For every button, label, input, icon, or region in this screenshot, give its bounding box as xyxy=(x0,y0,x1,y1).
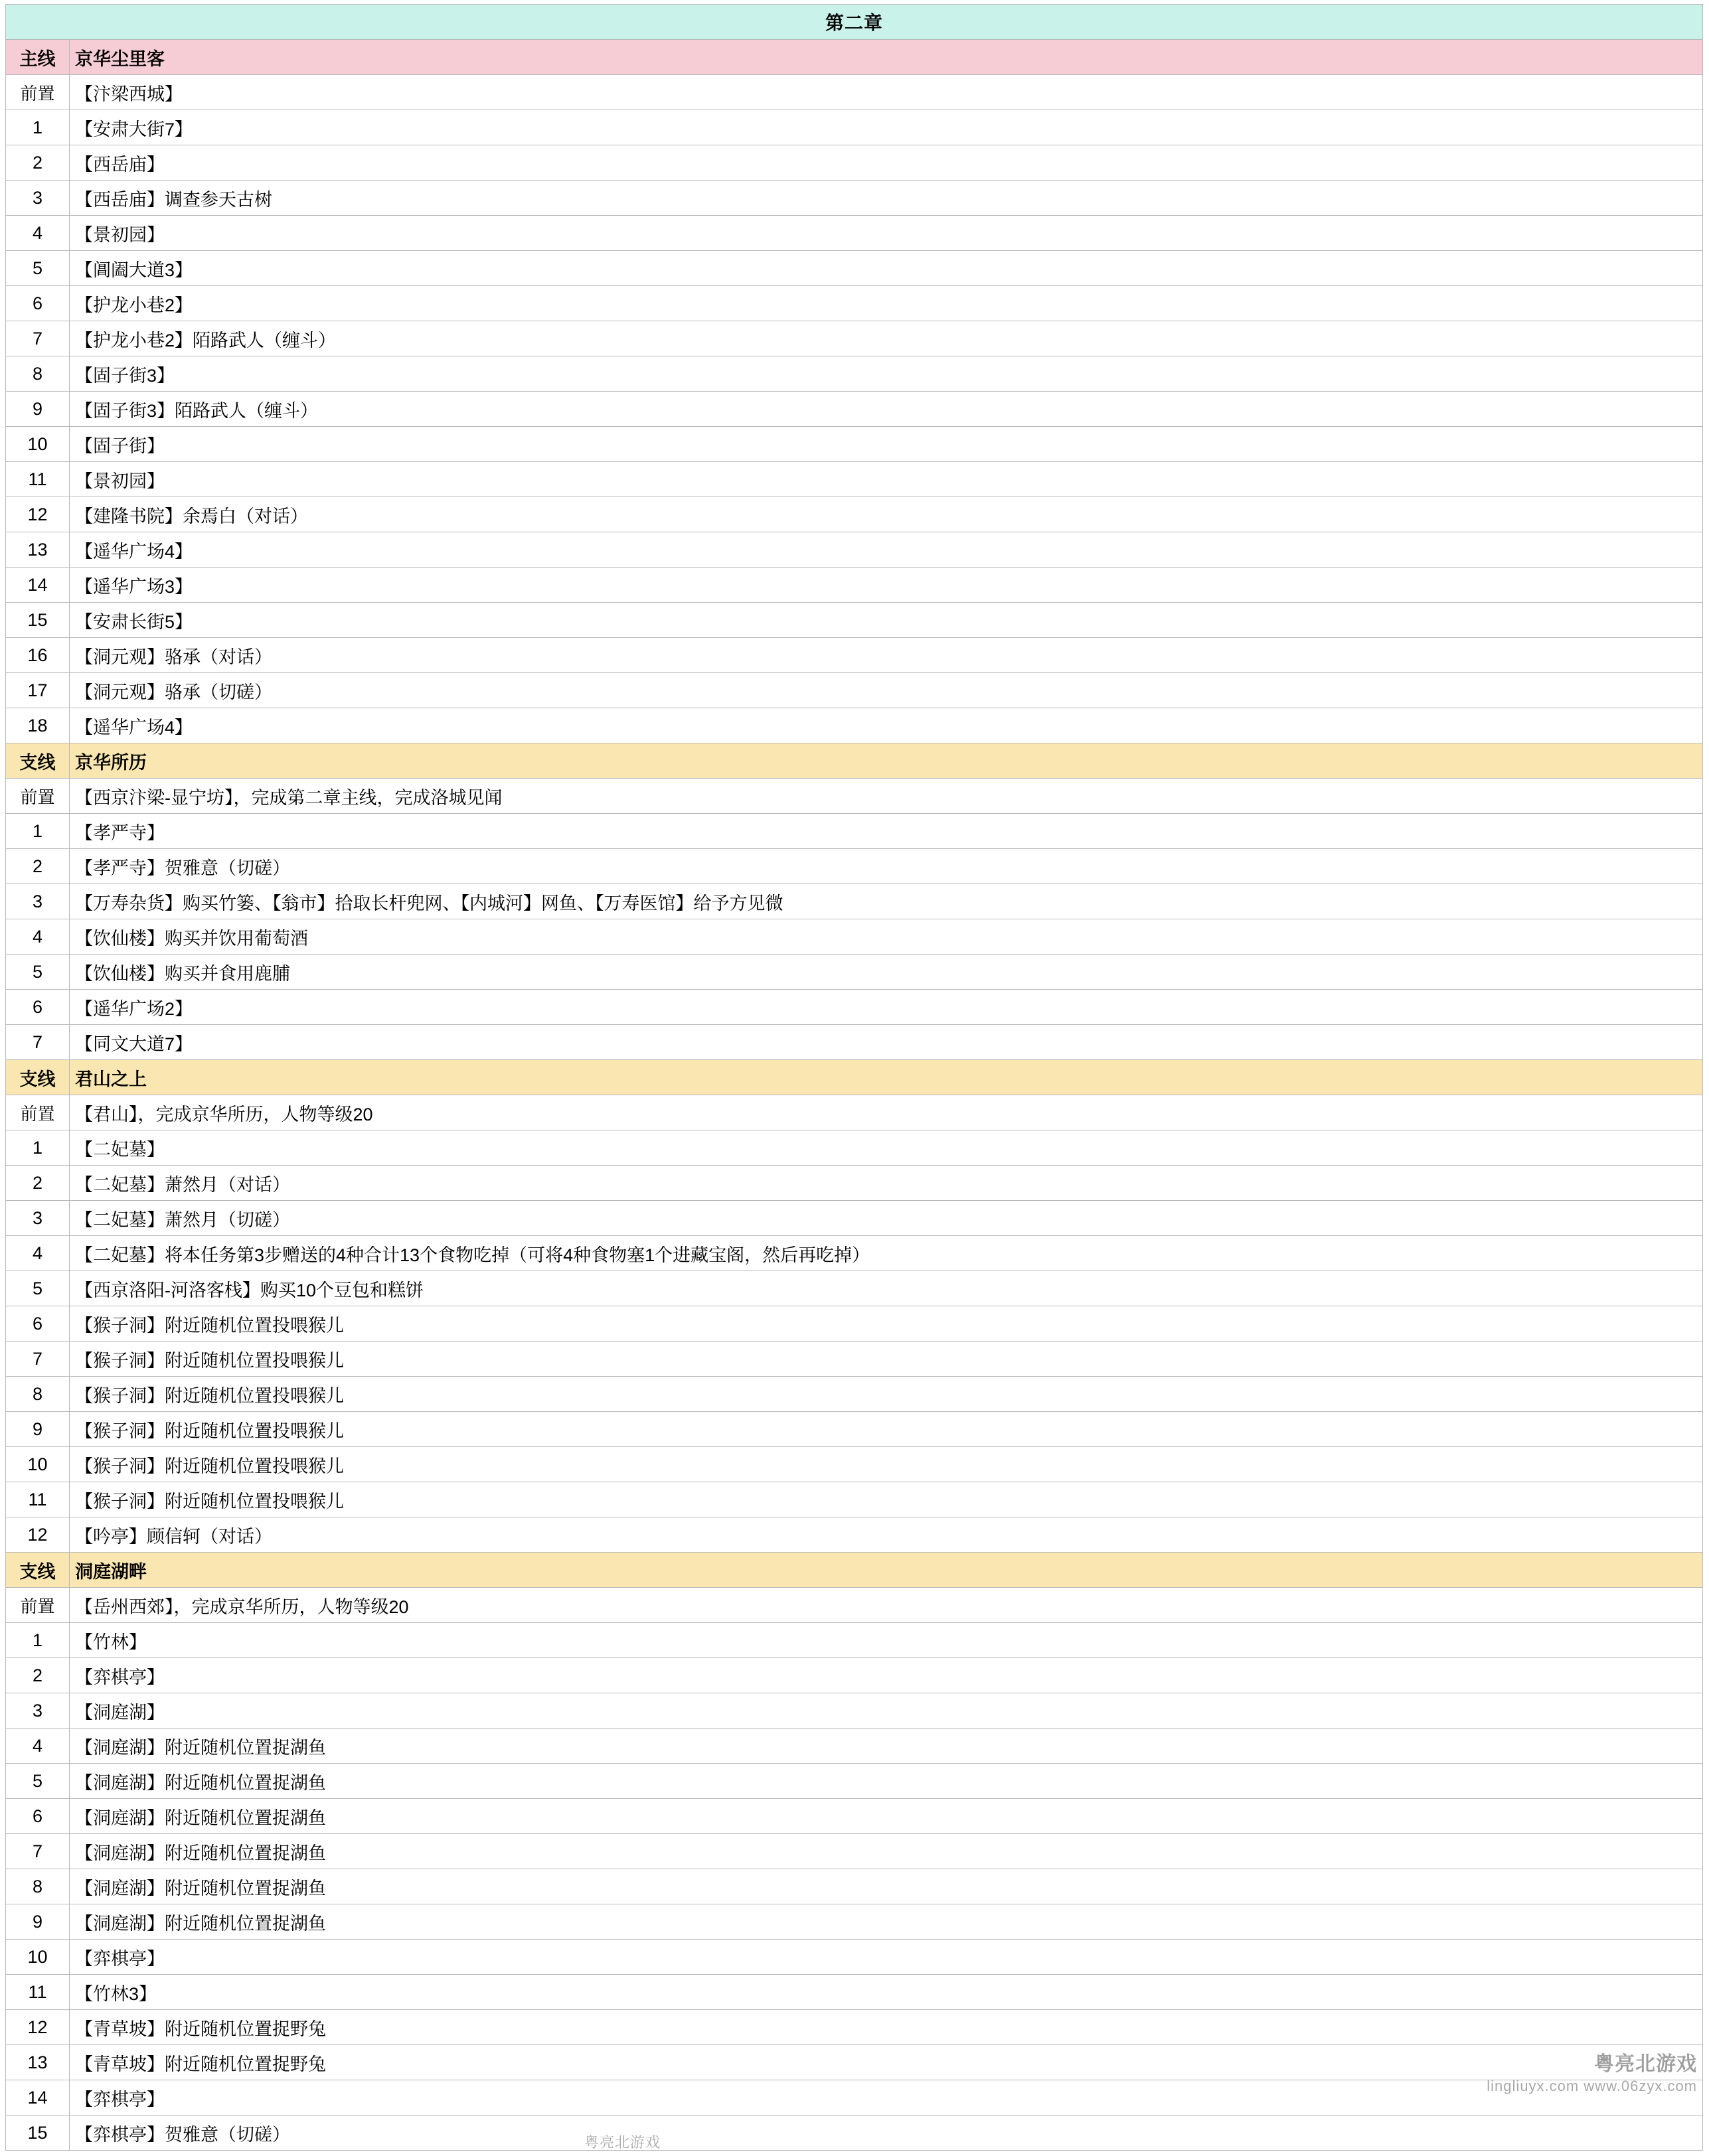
step-row xyxy=(6,1236,1703,1271)
section-type-label: 支线 xyxy=(6,1060,70,1095)
section-name: 洞庭湖畔 xyxy=(70,1553,1703,1588)
step-text: 【遥华广场4】 xyxy=(70,708,1703,743)
step-row xyxy=(6,216,1703,251)
step-text: 【二妃墓】萧然月（对话） xyxy=(70,1166,1703,1201)
step-row xyxy=(6,2010,1703,2045)
step-text: 【猴子洞】附近随机位置投喂猴儿 xyxy=(70,1447,1703,1482)
step-text: 【二妃墓】 xyxy=(70,1130,1703,1166)
step-text: 【弈棋亭】贺雅意（切磋） xyxy=(70,2116,1703,2151)
step-index: 3 xyxy=(6,1693,70,1729)
step-index: 9 xyxy=(6,392,70,427)
step-index: 1 xyxy=(6,1130,70,1166)
step-index: 3 xyxy=(6,181,70,216)
step-row xyxy=(6,990,1703,1025)
step-row xyxy=(6,1271,1703,1306)
prerequisite-row xyxy=(6,779,1703,814)
step-index: 14 xyxy=(6,568,70,603)
step-index: 15 xyxy=(6,603,70,638)
step-text: 【洞庭湖】附近随机位置捉湖鱼 xyxy=(70,1834,1703,1869)
prerequisite-text: 【西京汴梁-显宁坊】，完成第二章主线，完成洛城见闻 xyxy=(70,779,1703,814)
step-row xyxy=(6,1025,1703,1060)
step-index: 2 xyxy=(6,145,70,181)
chapter-title-row xyxy=(6,5,1703,40)
step-text: 【二妃墓】将本任务第3步赠送的4种合计13个食物吃掉（可将4种食物塞1个进藏宝阁，然后再吃掉） xyxy=(70,1236,1703,1271)
step-row xyxy=(6,919,1703,955)
step-text: 【饮仙楼】购买并食用鹿脯 xyxy=(70,955,1703,990)
prerequisite-row xyxy=(6,1095,1703,1130)
prerequisite-text: 【汴梁西城】 xyxy=(70,75,1703,110)
step-row xyxy=(6,1517,1703,1553)
step-text: 【洞元观】骆承（对话） xyxy=(70,638,1703,673)
step-index: 1 xyxy=(6,110,70,145)
step-text: 【饮仙楼】购买并饮用葡萄酒 xyxy=(70,919,1703,955)
step-row xyxy=(6,1869,1703,1904)
step-text: 【孝严寺】 xyxy=(70,814,1703,849)
prerequisite-label: 前置 xyxy=(6,1588,70,1623)
step-text: 【猴子洞】附近随机位置投喂猴儿 xyxy=(70,1377,1703,1412)
step-text: 【西岳庙】调查参天古树 xyxy=(70,181,1703,216)
step-row xyxy=(6,638,1703,673)
step-row xyxy=(6,2045,1703,2080)
step-row xyxy=(6,145,1703,181)
step-index: 5 xyxy=(6,1271,70,1306)
prerequisite-label: 前置 xyxy=(6,779,70,814)
step-row xyxy=(6,321,1703,356)
watermark-urls: lingliuyx.com www.06zyx.com xyxy=(1487,2077,1697,2094)
step-row xyxy=(6,462,1703,497)
step-index: 12 xyxy=(6,1517,70,1553)
step-text: 【竹林3】 xyxy=(70,1975,1703,2010)
step-row xyxy=(6,1658,1703,1693)
step-index: 18 xyxy=(6,708,70,743)
step-index: 13 xyxy=(6,532,70,568)
step-text: 【阊阖大道3】 xyxy=(70,251,1703,286)
step-row xyxy=(6,181,1703,216)
step-text: 【猴子洞】附近随机位置投喂猴儿 xyxy=(70,1306,1703,1342)
step-index: 3 xyxy=(6,1201,70,1236)
step-index: 3 xyxy=(6,884,70,919)
step-index: 14 xyxy=(6,2080,70,2116)
step-text: 【青草坡】附近随机位置捉野兔 xyxy=(70,2010,1703,2045)
step-index: 2 xyxy=(6,849,70,884)
step-index: 8 xyxy=(6,1869,70,1904)
prerequisite-label: 前置 xyxy=(6,1095,70,1130)
step-index: 9 xyxy=(6,1412,70,1447)
step-row xyxy=(6,1377,1703,1412)
step-index: 11 xyxy=(6,1975,70,2010)
step-index: 7 xyxy=(6,1025,70,1060)
step-index: 5 xyxy=(6,251,70,286)
step-row xyxy=(6,603,1703,638)
step-text: 【竹林】 xyxy=(70,1623,1703,1658)
step-text: 【护龙小巷2】 xyxy=(70,286,1703,321)
step-row xyxy=(6,1975,1703,2010)
step-row xyxy=(6,110,1703,145)
step-text: 【猴子洞】附近随机位置投喂猴儿 xyxy=(70,1412,1703,1447)
step-row xyxy=(6,1799,1703,1834)
watermark-brand: 粤亮北游戏 xyxy=(1594,2053,1697,2075)
step-index: 10 xyxy=(6,427,70,462)
step-row xyxy=(6,497,1703,532)
step-index: 7 xyxy=(6,1834,70,1869)
step-row xyxy=(6,251,1703,286)
step-text: 【同文大道7】 xyxy=(70,1025,1703,1060)
step-row xyxy=(6,1447,1703,1482)
step-row xyxy=(6,814,1703,849)
step-row xyxy=(6,1904,1703,1940)
step-row xyxy=(6,1342,1703,1377)
section-name: 京华尘里客 xyxy=(70,40,1703,75)
step-text: 【猴子洞】附近随机位置投喂猴儿 xyxy=(70,1342,1703,1377)
step-index: 5 xyxy=(6,1764,70,1799)
step-index: 2 xyxy=(6,1166,70,1201)
step-text: 【孝严寺】贺雅意（切磋） xyxy=(70,849,1703,884)
quest-table xyxy=(5,4,1703,2151)
step-row xyxy=(6,955,1703,990)
step-index: 6 xyxy=(6,1799,70,1834)
step-row xyxy=(6,532,1703,568)
step-index: 6 xyxy=(6,286,70,321)
step-index: 11 xyxy=(6,1482,70,1517)
step-index: 4 xyxy=(6,1729,70,1764)
prerequisite-row xyxy=(6,1588,1703,1623)
step-row xyxy=(6,2080,1703,2116)
step-index: 4 xyxy=(6,919,70,955)
prerequisite-label: 前置 xyxy=(6,75,70,110)
step-index: 2 xyxy=(6,1658,70,1693)
step-index: 1 xyxy=(6,1623,70,1658)
step-text: 【吟亭】顾信轲（对话） xyxy=(70,1517,1703,1553)
step-index: 9 xyxy=(6,1904,70,1940)
section-header-row xyxy=(6,1060,1703,1095)
step-row xyxy=(6,1201,1703,1236)
step-text: 【景初园】 xyxy=(70,462,1703,497)
section-header-row xyxy=(6,40,1703,75)
step-row xyxy=(6,286,1703,321)
step-index: 4 xyxy=(6,216,70,251)
step-row xyxy=(6,884,1703,919)
section-type-label: 支线 xyxy=(6,743,70,779)
step-text: 【弈棋亭】 xyxy=(70,1940,1703,1975)
step-index: 10 xyxy=(6,1940,70,1975)
step-index: 13 xyxy=(6,2045,70,2080)
step-row xyxy=(6,1130,1703,1166)
step-row xyxy=(6,1729,1703,1764)
step-text: 【洞庭湖】附近随机位置捉湖鱼 xyxy=(70,1799,1703,1834)
step-row xyxy=(6,1834,1703,1869)
step-text: 【安肃大街7】 xyxy=(70,110,1703,145)
prerequisite-row xyxy=(6,75,1703,110)
step-index: 16 xyxy=(6,638,70,673)
step-text: 【西京洛阳-河洛客栈】购买10个豆包和糕饼 xyxy=(70,1271,1703,1306)
step-row xyxy=(6,1166,1703,1201)
step-row xyxy=(6,1306,1703,1342)
step-index: 11 xyxy=(6,462,70,497)
step-row xyxy=(6,392,1703,427)
step-text: 【青草坡】附近随机位置捉野兔 xyxy=(70,2045,1703,2080)
step-index: 6 xyxy=(6,1306,70,1342)
step-text: 【猴子洞】附近随机位置投喂猴儿 xyxy=(70,1482,1703,1517)
step-row xyxy=(6,1693,1703,1729)
step-text: 【遥华广场4】 xyxy=(70,532,1703,568)
section-name: 京华所历 xyxy=(70,743,1703,779)
step-text: 【万寿杂货】购买竹篓、【翁市】拾取长杆兜网、【内城河】网鱼、【万寿医馆】给予方见微 xyxy=(70,884,1703,919)
step-text: 【固子街】 xyxy=(70,427,1703,462)
prerequisite-text: 【君山】，完成京华所历，人物等级20 xyxy=(70,1095,1703,1130)
step-text: 【弈棋亭】 xyxy=(70,1658,1703,1693)
step-text: 【二妃墓】萧然月（切磋） xyxy=(70,1201,1703,1236)
step-row xyxy=(6,1623,1703,1658)
step-row xyxy=(6,1482,1703,1517)
section-header-row xyxy=(6,743,1703,779)
step-text: 【洞元观】骆承（切磋） xyxy=(70,673,1703,708)
step-row xyxy=(6,568,1703,603)
step-text: 【弈棋亭】 xyxy=(70,2080,1703,2116)
step-row xyxy=(6,1412,1703,1447)
step-row xyxy=(6,1764,1703,1799)
step-row xyxy=(6,356,1703,392)
step-index: 10 xyxy=(6,1447,70,1482)
step-row xyxy=(6,427,1703,462)
step-text: 【护龙小巷2】陌路武人（缠斗） xyxy=(70,321,1703,356)
step-row xyxy=(6,708,1703,743)
step-row xyxy=(6,849,1703,884)
step-text: 【西岳庙】 xyxy=(70,145,1703,181)
step-index: 8 xyxy=(6,356,70,392)
step-row xyxy=(6,1940,1703,1975)
step-index: 17 xyxy=(6,673,70,708)
step-index: 7 xyxy=(6,1342,70,1377)
step-text: 【遥华广场2】 xyxy=(70,990,1703,1025)
step-text: 【建隆书院】余焉白（对话） xyxy=(70,497,1703,532)
section-name: 君山之上 xyxy=(70,1060,1703,1095)
watermark-left: 粤亮北游戏 xyxy=(584,2134,661,2151)
step-text: 【固子街3】陌路武人（缠斗） xyxy=(70,392,1703,427)
section-type-label: 支线 xyxy=(6,1553,70,1588)
step-text: 【洞庭湖】附近随机位置捉湖鱼 xyxy=(70,1729,1703,1764)
step-index: 7 xyxy=(6,321,70,356)
step-index: 12 xyxy=(6,2010,70,2045)
step-text: 【安肃长街5】 xyxy=(70,603,1703,638)
step-index: 15 xyxy=(6,2116,70,2151)
step-text: 【洞庭湖】附近随机位置捉湖鱼 xyxy=(70,1869,1703,1904)
prerequisite-text: 【岳州西郊】，完成京华所历，人物等级20 xyxy=(70,1588,1703,1623)
step-text: 【遥华广场3】 xyxy=(70,568,1703,603)
step-row xyxy=(6,2116,1703,2151)
step-row xyxy=(6,673,1703,708)
step-index: 6 xyxy=(6,990,70,1025)
step-index: 1 xyxy=(6,814,70,849)
chapter-title: 第二章 xyxy=(6,5,1703,40)
section-type-label: 主线 xyxy=(6,40,70,75)
step-text: 【洞庭湖】附近随机位置捉湖鱼 xyxy=(70,1764,1703,1799)
step-index: 5 xyxy=(6,955,70,990)
step-text: 【景初园】 xyxy=(70,216,1703,251)
step-index: 12 xyxy=(6,497,70,532)
step-text: 【固子街3】 xyxy=(70,356,1703,392)
section-header-row xyxy=(6,1553,1703,1588)
step-index: 4 xyxy=(6,1236,70,1271)
step-text: 【洞庭湖】 xyxy=(70,1693,1703,1729)
step-index: 8 xyxy=(6,1377,70,1412)
step-text: 【洞庭湖】附近随机位置捉湖鱼 xyxy=(70,1904,1703,1940)
